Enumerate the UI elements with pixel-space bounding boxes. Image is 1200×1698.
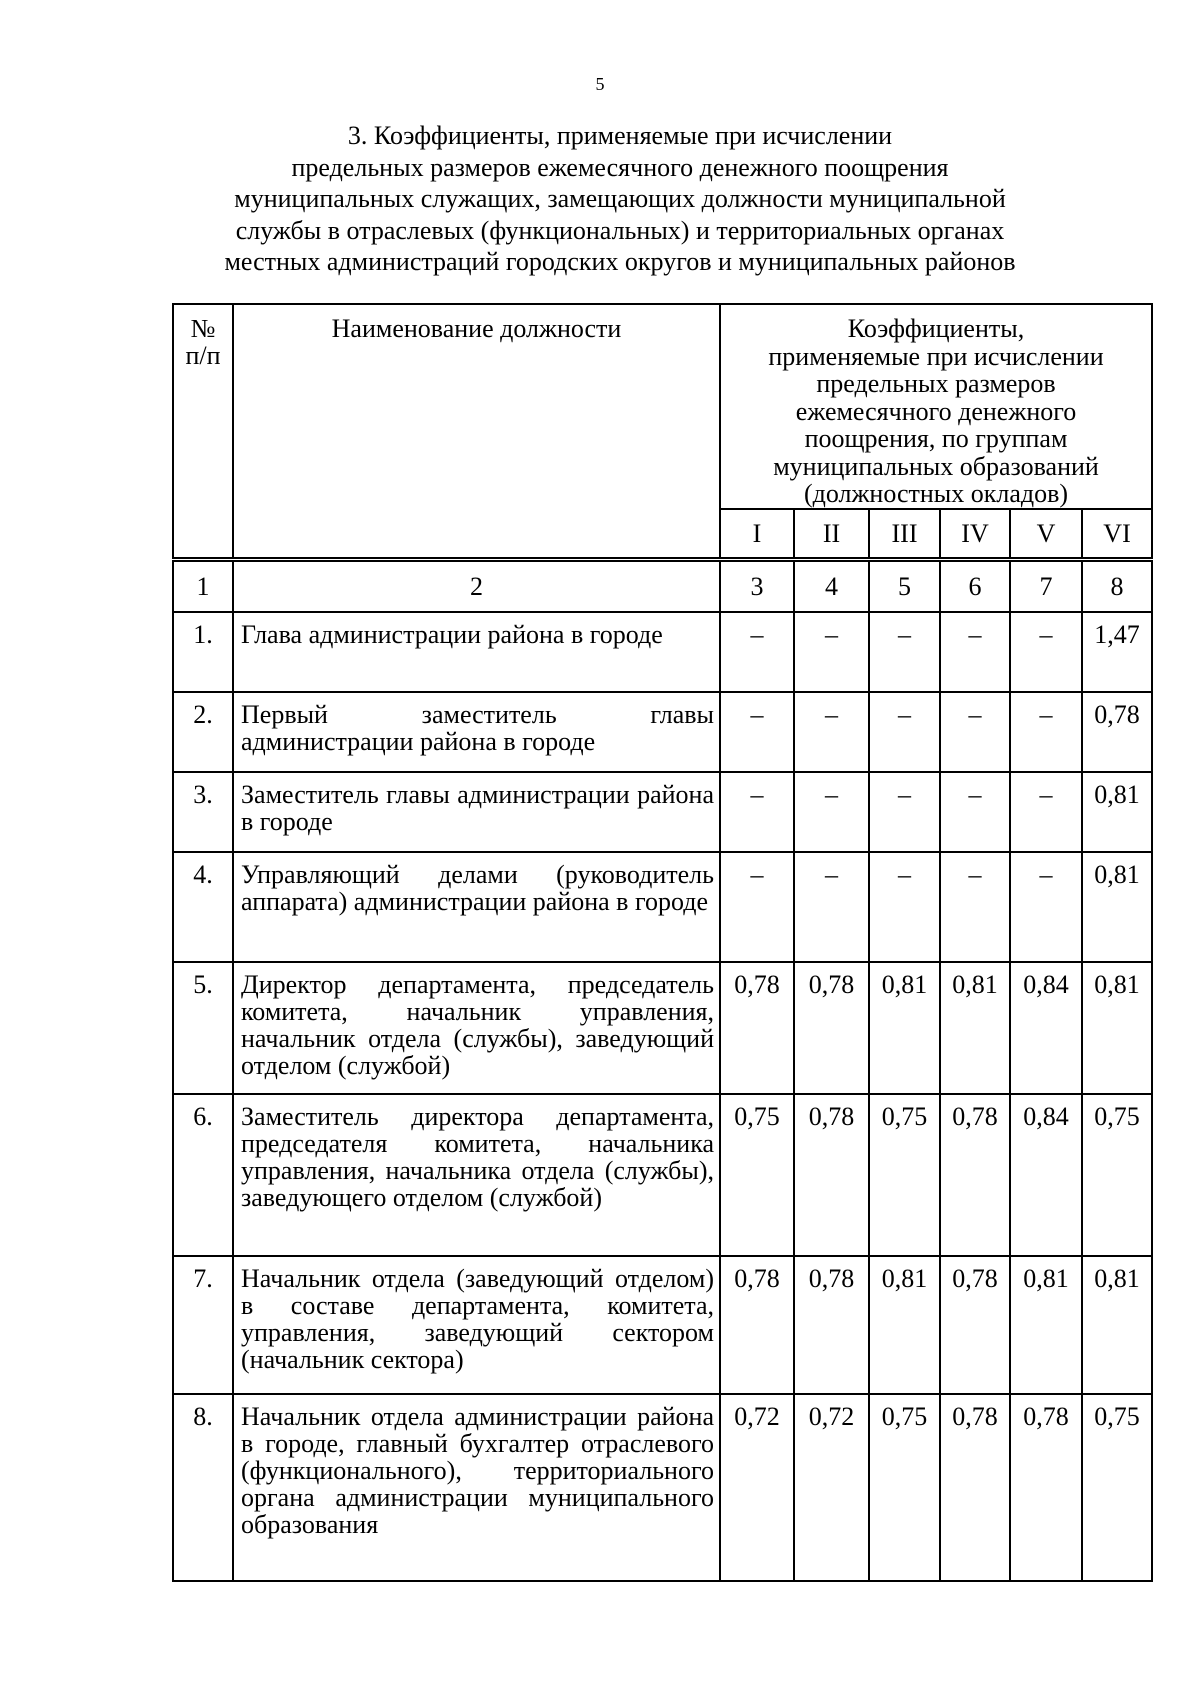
header-number-sign: № [190, 314, 216, 343]
coef-value: – [869, 692, 940, 772]
coef-value: – [720, 612, 794, 692]
coef-value: – [1010, 772, 1082, 852]
table-row [173, 962, 1152, 1094]
coef-value: 0,78 [794, 962, 869, 1094]
table-row [173, 612, 1152, 692]
table-row [173, 1256, 1152, 1394]
header-number-cell [173, 304, 233, 559]
table-row [173, 772, 1152, 852]
coef-value: 0,72 [720, 1394, 794, 1581]
group-header-cell: VI [1082, 509, 1152, 560]
coef-value: 0,78 [1082, 692, 1152, 772]
table-row [173, 692, 1152, 772]
coef-value: 0,75 [869, 1394, 940, 1581]
coef-value: 0,84 [1010, 962, 1082, 1094]
group-header-cell: IV [940, 509, 1010, 560]
row-number: 5. [173, 962, 233, 1094]
table-row [173, 1094, 1152, 1256]
coef-value: – [794, 612, 869, 692]
coef-value: – [794, 772, 869, 852]
coef-value: 0,81 [1010, 1256, 1082, 1394]
coef-value: 0,75 [869, 1094, 940, 1256]
title-line: службы в отраслевых (функциональных) и территориальных органах [235, 215, 1005, 245]
group-header-cell: II [794, 509, 869, 560]
coef-value: 0,78 [794, 1094, 869, 1256]
column-index-cell: 6 [940, 559, 1010, 612]
coef-value: – [940, 852, 1010, 962]
column-index-cell: 1 [173, 559, 233, 612]
coef-value: – [869, 852, 940, 962]
row-number: 2. [173, 692, 233, 772]
row-number: 3. [173, 772, 233, 852]
coef-value: 0,81 [1082, 772, 1152, 852]
coef-value: 0,75 [1082, 1394, 1152, 1581]
column-index-cell: 7 [1010, 559, 1082, 612]
coef-value: 0,78 [720, 962, 794, 1094]
coef-value: 0,81 [940, 962, 1010, 1094]
coef-value: 0,81 [869, 962, 940, 1094]
group-header-cell: III [869, 509, 940, 560]
position-name: Заместитель директора департамента, председателя комитета, начальника управления, начальника отдела (службы), заведующего отделом (службой) [233, 1094, 720, 1256]
title-line: 3. Коэффициенты, применяемые при исчислении [347, 121, 893, 150]
coef-value: – [720, 852, 794, 962]
header-coefficients [720, 304, 1152, 509]
group-header-cell: V [1010, 509, 1082, 560]
table-row [173, 1394, 1152, 1581]
page-number: 5 [595, 74, 605, 94]
coef-value: 1,47 [1082, 612, 1152, 692]
header-coef-line: применяемые при исчислении [768, 341, 1104, 371]
coef-value: – [720, 772, 794, 852]
coef-value: 0,81 [1082, 1256, 1152, 1394]
coef-value: 0,78 [720, 1256, 794, 1394]
title-line: местных администраций городских округов и муниципальных районов [224, 247, 1016, 276]
column-index-cell: 3 [720, 559, 794, 612]
row-number: 6. [173, 1094, 233, 1256]
coef-value: – [1010, 852, 1082, 962]
coef-value: 0,75 [1082, 1094, 1152, 1256]
coef-value: 0,81 [1082, 852, 1152, 962]
position-name: Управляющий делами (руководитель аппарата) администрации района в городе [233, 852, 720, 962]
position-name: Глава администрации района в городе [233, 612, 720, 692]
column-index-row [173, 559, 1152, 612]
coef-value: 0,78 [794, 1256, 869, 1394]
coefficients-table [172, 303, 1153, 1582]
column-index-cell: 4 [794, 559, 869, 612]
coef-value: – [720, 692, 794, 772]
coef-value: – [940, 692, 1010, 772]
coef-value: – [1010, 692, 1082, 772]
header-coef-line: поощрения, по группам [804, 424, 1068, 453]
coef-value: – [869, 772, 940, 852]
title-line: предельных размеров ежемесячного денежного поощрения [291, 152, 949, 182]
coef-value: 0,72 [794, 1394, 869, 1581]
coef-value: 0,78 [940, 1094, 1010, 1256]
coef-value: – [794, 692, 869, 772]
header-coef-line: (должностных окладов) [803, 479, 1069, 508]
header-number-abbr: п/п [185, 341, 221, 370]
header-coef-line: муниципальных образований [773, 451, 1099, 481]
group-header-cell: I [720, 509, 794, 560]
row-number: 4. [173, 852, 233, 962]
column-index-cell: 2 [233, 559, 720, 612]
header-position-name: Наименование должности [233, 304, 720, 559]
position-name: Заместитель главы администрации района в городе [233, 772, 720, 852]
column-index-cell: 8 [1082, 559, 1152, 612]
coef-value: 0,81 [869, 1256, 940, 1394]
coef-value: 0,78 [940, 1394, 1010, 1581]
position-name: Первый заместитель главы администрации района в городе [233, 692, 720, 772]
coef-value: 0,84 [1010, 1094, 1082, 1256]
header-coef-line: ежемесячного денежного [795, 396, 1077, 426]
row-number: 7. [173, 1256, 233, 1394]
coef-value: – [1010, 612, 1082, 692]
section-title [160, 120, 1080, 278]
table-row [173, 852, 1152, 962]
coef-value: – [794, 852, 869, 962]
position-name: Директор департамента, председатель комитета, начальник управления, начальник отдела (службы), заведующий отделом (службой) [233, 962, 720, 1094]
position-name: Начальник отдела (заведующий отделом) в составе департамента, комитета, управления, заведующий сектором (начальник сектора) [233, 1256, 720, 1394]
coef-value: 0,78 [1010, 1394, 1082, 1581]
coef-value: – [940, 772, 1010, 852]
position-name: Начальник отдела администрации района в городе, главный бухгалтер отраслевого (функционального), территориального органа администрации муниципального образования [233, 1394, 720, 1581]
coef-value: 0,75 [720, 1094, 794, 1256]
coef-value: 0,78 [940, 1256, 1010, 1394]
row-number: 8. [173, 1394, 233, 1581]
header-coef-line: предельных размеров [816, 369, 1056, 398]
coef-value: – [940, 612, 1010, 692]
column-index-cell: 5 [869, 559, 940, 612]
row-number: 1. [173, 612, 233, 692]
coef-value: – [869, 612, 940, 692]
table-header-row [173, 304, 1152, 509]
coef-value: 0,81 [1082, 962, 1152, 1094]
header-coef-line: Коэффициенты, [847, 314, 1025, 343]
title-line: муниципальных служащих, замещающих должности муниципальной [234, 184, 1006, 213]
